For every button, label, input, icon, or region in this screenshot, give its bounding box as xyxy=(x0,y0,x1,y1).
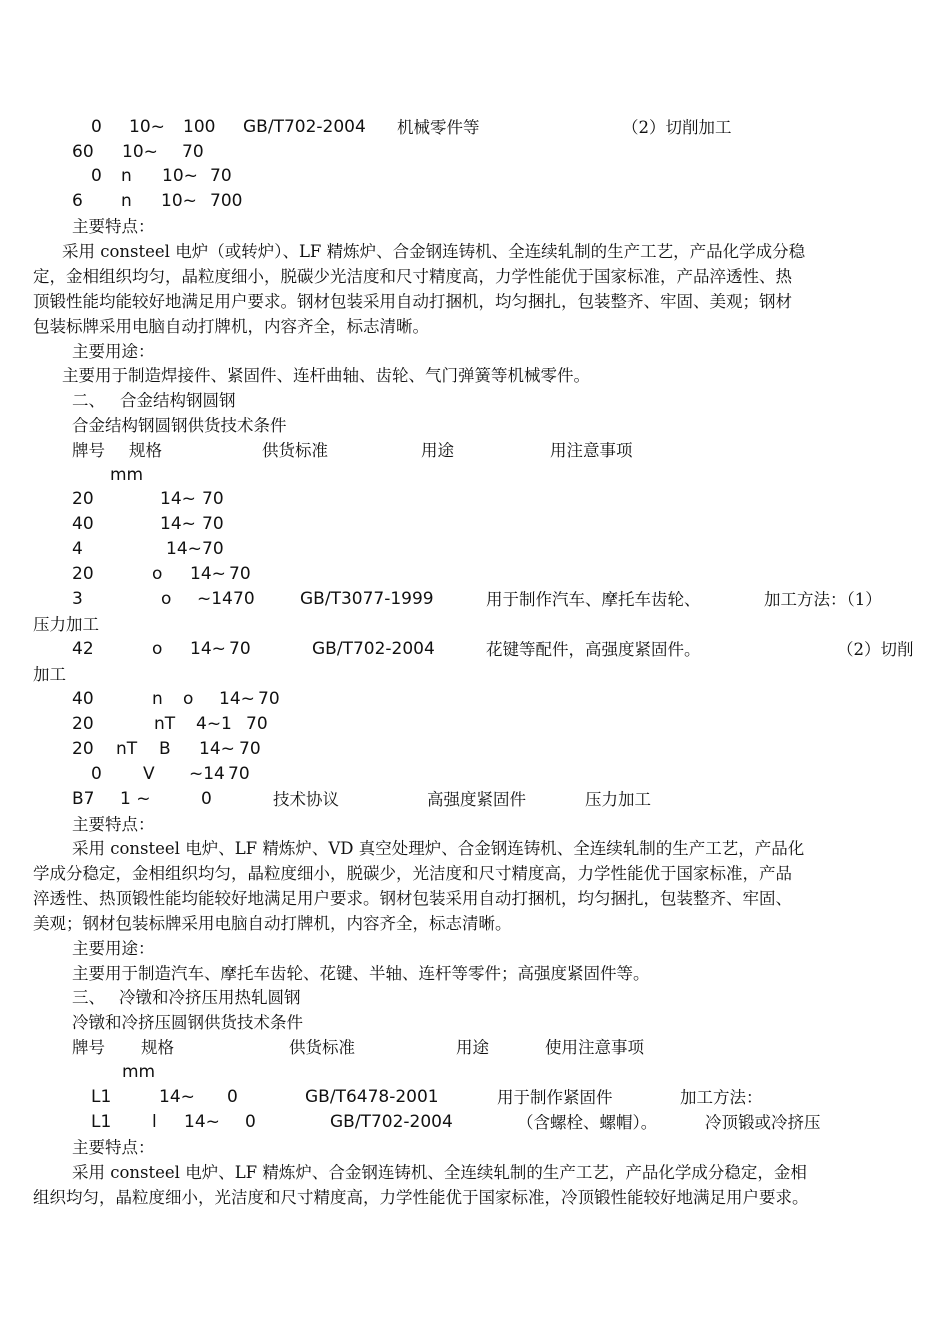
text-cell: 70 xyxy=(229,639,251,659)
text-cell: nT xyxy=(154,714,176,734)
text-cell: 10~ xyxy=(161,191,197,211)
text-line xyxy=(0,1135,950,1160)
text-cell: 14~ xyxy=(199,739,235,759)
text-cell: nT xyxy=(116,739,138,759)
text-cell: 14~ xyxy=(190,564,226,584)
text-cell: 供货标准 xyxy=(289,1038,355,1057)
text-line xyxy=(0,886,950,911)
text-cell: 包装标牌采用电脑自动打牌机，内容齐全，标志清晰。 xyxy=(33,317,429,336)
text-cell: 冷顶锻或冷挤压 xyxy=(705,1113,821,1132)
text-line xyxy=(0,836,950,861)
text-cell: 二、 xyxy=(72,391,105,410)
text-cell: l xyxy=(152,1112,157,1132)
text-cell: 用于制作汽车、摩托车齿轮、 xyxy=(486,590,701,609)
text-cell: 淬透性、热顶锻性能均能较好地满足用户要求。钢材包装采用自动打捆机，均匀捆扎，包装整齐、牢固、 xyxy=(33,889,792,908)
text-cell: 合金结构钢圆钢供货技术条件 xyxy=(72,416,287,435)
text-cell: 主要特点： xyxy=(72,1138,155,1157)
text-cell: 冷镦和冷挤压用热轧圆钢 xyxy=(119,988,301,1007)
text-cell: 0 xyxy=(201,789,212,809)
text-cell: 3 xyxy=(72,589,83,609)
text-cell: 1 ~ xyxy=(120,789,151,809)
text-cell: 供货标准 xyxy=(262,441,328,460)
text-cell: 规格 xyxy=(129,441,162,460)
text-cell: 70 xyxy=(202,539,224,559)
text-cell: GB/T3077-1999 xyxy=(300,589,434,609)
text-cell: （含螺栓、螺帽）。 xyxy=(517,1113,658,1132)
text-cell: o xyxy=(183,689,194,709)
text-cell: 70 xyxy=(233,589,255,609)
text-line xyxy=(0,787,950,812)
text-cell: o xyxy=(152,639,163,659)
text-line xyxy=(0,1110,950,1135)
text-line xyxy=(0,1085,950,1110)
text-cell: mm xyxy=(122,1062,156,1082)
text-cell: ~14 xyxy=(197,589,233,609)
text-cell: 10~ xyxy=(122,142,158,162)
text-cell: 组织均匀，晶粒度细小，光洁度和尺寸精度高，力学性能优于国家标准，冷顶锻性能较好地满足用户要求。 xyxy=(33,1188,809,1207)
text-cell: GB/T702-2004 xyxy=(312,639,435,659)
text-line xyxy=(0,388,950,413)
text-cell: 40 xyxy=(72,689,94,709)
text-cell: 主要用途： xyxy=(72,342,155,361)
text-line xyxy=(0,985,950,1010)
text-cell: ~14 xyxy=(189,764,225,784)
text-cell: 20 xyxy=(72,564,94,584)
text-line xyxy=(0,164,950,189)
text-cell: 0 xyxy=(91,166,102,186)
text-line xyxy=(0,537,950,562)
text-line xyxy=(0,587,950,612)
text-cell: 顶锻性能均能较好地满足用户要求。钢材包装采用自动打捆机，均匀捆扎，包装整齐、牢固、美观；钢材 xyxy=(33,292,792,311)
text-cell: 40 xyxy=(72,514,94,534)
text-line xyxy=(0,1160,950,1185)
text-cell: 牌号 xyxy=(72,441,105,460)
text-cell: 压力加工 xyxy=(585,790,651,809)
text-line xyxy=(0,363,950,388)
text-line xyxy=(0,339,950,364)
text-line xyxy=(0,662,950,687)
text-cell: 加工方法： xyxy=(680,1088,763,1107)
text-cell: 4 xyxy=(72,539,83,559)
text-cell: 0 xyxy=(245,1112,256,1132)
text-line xyxy=(0,637,950,662)
text-line xyxy=(0,936,950,961)
text-cell: 14~ xyxy=(160,514,196,534)
text-cell: GB/T6478-2001 xyxy=(305,1087,439,1107)
text-cell: 牌号 xyxy=(72,1038,105,1057)
text-cell: 学成分稳定，金相组织均匀，晶粒度细小，脱碳少，光洁度和尺寸精度高，力学性能优于国家标准，产品 xyxy=(33,864,792,883)
text-cell: 14~ xyxy=(184,1112,220,1132)
text-cell: GB/T702-2004 xyxy=(330,1112,453,1132)
text-cell: mm xyxy=(110,465,144,485)
text-line xyxy=(0,812,950,837)
text-line xyxy=(0,115,950,140)
text-cell: 0 xyxy=(91,117,102,137)
text-cell: 采用 consteel 电炉（或转炉）、LF 精炼炉、合金钢连铸机、全连续轧制的生产工艺，产品化学成分稳 xyxy=(62,242,806,261)
text-line xyxy=(0,413,950,438)
text-cell: 70 xyxy=(182,142,204,162)
text-cell: 20 xyxy=(72,489,94,509)
text-line xyxy=(0,189,950,214)
text-cell: 定，金相组织均匀，晶粒度细小，脱碳少光洁度和尺寸精度高，力学性能优于国家标准，产品淬透性、热 xyxy=(33,267,792,286)
text-cell: 10~ xyxy=(162,166,198,186)
text-cell: 70 xyxy=(246,714,268,734)
text-cell: 加工 xyxy=(33,665,66,684)
text-cell: 主要用途： xyxy=(72,939,155,958)
text-cell: L1 xyxy=(91,1112,112,1132)
text-cell: 70 xyxy=(229,564,251,584)
text-line xyxy=(0,1010,950,1035)
text-cell: 700 xyxy=(210,191,243,211)
text-cell: 14~ xyxy=(219,689,255,709)
text-line xyxy=(0,239,950,264)
text-cell: 用途 xyxy=(456,1038,489,1057)
text-line xyxy=(0,861,950,886)
text-line xyxy=(0,911,950,936)
text-cell: 70 xyxy=(228,764,250,784)
text-cell: o xyxy=(161,589,172,609)
text-cell: n xyxy=(121,166,132,186)
text-cell: 高强度紧固件 xyxy=(427,790,526,809)
text-cell: 70 xyxy=(202,489,224,509)
text-line xyxy=(0,289,950,314)
text-cell: V xyxy=(143,764,155,784)
text-line xyxy=(0,487,950,512)
text-cell: （2）切削加工 xyxy=(622,118,732,137)
text-cell: 20 xyxy=(72,739,94,759)
text-line xyxy=(0,1185,950,1210)
text-cell: 主要用于制造汽车、摩托车齿轮、花键、半轴、连杆等零件；高强度紧固件等。 xyxy=(72,964,650,983)
text-cell: GB/T702-2004 xyxy=(243,117,366,137)
text-line xyxy=(0,762,950,787)
text-cell: 14~ xyxy=(190,639,226,659)
text-cell: 美观；钢材包装标牌采用电脑自动打牌机，内容齐全，标志清晰。 xyxy=(33,914,512,933)
text-cell: 规格 xyxy=(141,1038,174,1057)
text-cell: n xyxy=(152,689,163,709)
text-cell: 主要特点： xyxy=(72,815,155,834)
text-cell: 加工方法：（1） xyxy=(764,590,882,609)
text-cell: 100 xyxy=(183,117,216,137)
text-cell: 冷镦和冷挤压圆钢供货技术条件 xyxy=(72,1013,303,1032)
text-cell: 用途 xyxy=(421,441,454,460)
text-line xyxy=(0,214,950,239)
text-cell: 70 xyxy=(258,689,280,709)
text-line xyxy=(0,1060,950,1085)
text-line xyxy=(0,562,950,587)
text-line xyxy=(0,612,950,637)
text-cell: 技术协议 xyxy=(273,790,339,809)
text-cell: o xyxy=(152,564,163,584)
text-line xyxy=(0,463,950,488)
text-cell: 压力加工 xyxy=(33,615,99,634)
text-cell: 70 xyxy=(210,166,232,186)
text-cell: 0 xyxy=(91,764,102,784)
text-line xyxy=(0,687,950,712)
text-cell: 花键等配件，高强度紧固件。 xyxy=(486,640,701,659)
text-cell: B xyxy=(159,739,171,759)
text-cell: 14~ xyxy=(160,489,196,509)
text-line xyxy=(0,1035,950,1060)
text-cell: 主要用于制造焊接件、紧固件、连杆曲轴、齿轮、气门弹簧等机械零件。 xyxy=(62,366,590,385)
text-line xyxy=(0,961,950,986)
text-cell: 用于制作紧固件 xyxy=(497,1088,613,1107)
text-cell: 采用 consteel 电炉、LF 精炼炉、VD 真空处理炉、合金钢连铸机、全连续轧制的生产工艺，产品化 xyxy=(72,839,805,858)
text-cell: 60 xyxy=(72,142,94,162)
text-cell: L1 xyxy=(91,1087,112,1107)
text-line xyxy=(0,737,950,762)
text-line xyxy=(0,140,950,165)
text-cell: 使用注意事项 xyxy=(545,1038,644,1057)
text-cell: （2）切削 xyxy=(837,640,914,659)
text-cell: 10~ xyxy=(129,117,165,137)
text-cell: 采用 consteel 电炉、LF 精炼炉、合金钢连铸机、全连续轧制的生产工艺，产品化学成分稳定，金相 xyxy=(72,1163,807,1182)
text-cell: 机械零件等 xyxy=(397,118,480,137)
text-cell: 14~ xyxy=(159,1087,195,1107)
text-cell: 0 xyxy=(227,1087,238,1107)
text-cell: B7 xyxy=(72,789,95,809)
text-cell: 70 xyxy=(239,739,261,759)
text-cell: 14~ xyxy=(166,539,202,559)
text-cell: 合金结构钢圆钢 xyxy=(120,391,236,410)
text-line xyxy=(0,438,950,463)
text-line xyxy=(0,264,950,289)
text-cell: 主要特点： xyxy=(72,217,155,236)
text-cell: n xyxy=(121,191,132,211)
text-cell: 6 xyxy=(72,191,83,211)
text-cell: 42 xyxy=(72,639,94,659)
text-line xyxy=(0,512,950,537)
text-cell: 20 xyxy=(72,714,94,734)
text-cell: 4~1 xyxy=(196,714,232,734)
text-cell: 三、 xyxy=(72,988,105,1007)
text-cell: 70 xyxy=(202,514,224,534)
text-line xyxy=(0,314,950,339)
text-cell: 用注意事项 xyxy=(550,441,633,460)
text-line xyxy=(0,712,950,737)
